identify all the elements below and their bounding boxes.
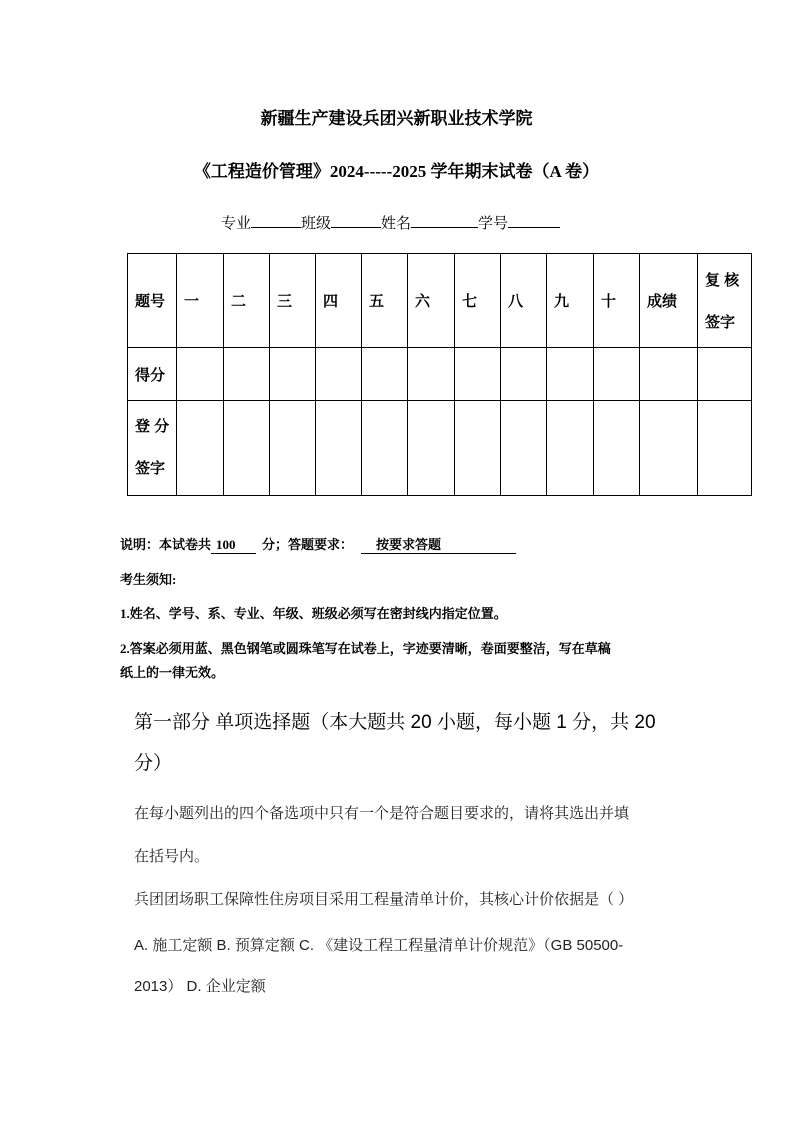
section-intro-line1: 在每小题列出的四个备选项中只有一个是符合题目要求的，请将其选出并填 bbox=[134, 805, 630, 822]
score-row bbox=[128, 348, 752, 401]
major-label: 专业 bbox=[221, 215, 252, 232]
section-title-line2: 分） bbox=[134, 753, 173, 774]
name-field[interactable] bbox=[411, 213, 478, 228]
section-intro-line2: 在括号内。 bbox=[134, 848, 210, 865]
sign-cell-5[interactable] bbox=[362, 401, 408, 496]
answer-requirement-value: 按要求答题 bbox=[361, 534, 516, 554]
student-info-line bbox=[221, 212, 560, 233]
score-cell-9[interactable] bbox=[547, 348, 594, 401]
description-mid: 分；答题要求： bbox=[262, 537, 354, 552]
col-header-review-sign bbox=[698, 254, 752, 348]
sign-cell-9[interactable] bbox=[547, 401, 594, 496]
sign-cell-1[interactable] bbox=[177, 401, 224, 496]
score-cell-3[interactable] bbox=[270, 348, 316, 401]
score-cell-total[interactable] bbox=[640, 348, 698, 401]
col-header-1: 一 bbox=[177, 254, 224, 348]
signature-row bbox=[128, 401, 752, 496]
sign-cell-4[interactable] bbox=[316, 401, 362, 496]
sign-cell-6[interactable] bbox=[408, 401, 455, 496]
question-1-options-line1: A. 施工定额 B. 预算定额 C. 《建设工程工程量清单计价规范》（GB 50500- bbox=[134, 937, 624, 954]
institution-title: 新疆生产建设兵团兴新职业技术学院 bbox=[260, 109, 533, 128]
description-prefix: 说明：本试卷共 bbox=[120, 537, 212, 552]
col-header-5: 五 bbox=[362, 254, 408, 348]
name-label: 姓名 bbox=[381, 215, 412, 232]
major-field[interactable] bbox=[251, 213, 301, 228]
student-id-label: 学号 bbox=[478, 215, 509, 232]
class-field[interactable] bbox=[331, 213, 381, 228]
score-cell-8[interactable] bbox=[501, 348, 547, 401]
signature-header-line2: 签字 bbox=[135, 460, 166, 477]
col-header-total: 成绩 bbox=[640, 254, 698, 348]
score-table bbox=[127, 253, 752, 496]
col-header-9: 九 bbox=[547, 254, 594, 348]
score-cell-6[interactable] bbox=[408, 348, 455, 401]
student-id-field[interactable] bbox=[508, 213, 560, 228]
question-1-options-line2: 2013） D. 企业定额 bbox=[134, 978, 266, 995]
score-cell-review[interactable] bbox=[698, 348, 752, 401]
col-header-3: 三 bbox=[270, 254, 316, 348]
score-cell-4[interactable] bbox=[316, 348, 362, 401]
row-header-score: 得分 bbox=[128, 348, 177, 401]
notice-item-2-line2: 纸上的一律无效。 bbox=[120, 665, 225, 680]
col-header-8: 八 bbox=[501, 254, 547, 348]
score-cell-10[interactable] bbox=[594, 348, 640, 401]
exam-title: 《工程造价管理》2024-----2025 学年期末试卷（A 卷） bbox=[193, 162, 600, 181]
col-header-6: 六 bbox=[408, 254, 455, 348]
sign-cell-total[interactable] bbox=[640, 401, 698, 496]
signature-header-line1: 登 分 bbox=[135, 418, 170, 435]
col-header-4: 四 bbox=[316, 254, 362, 348]
review-sign-line1: 复 核 bbox=[705, 272, 740, 289]
question-1-stem: 兵团团场职工保障性住房项目采用工程量清单计价，其核心计价依据是（ ） bbox=[134, 891, 634, 908]
sign-cell-review[interactable] bbox=[698, 401, 752, 496]
total-score-value: 100 bbox=[211, 537, 256, 554]
notice-title: 考生须知: bbox=[120, 572, 177, 587]
col-header-7: 七 bbox=[455, 254, 501, 348]
score-cell-1[interactable] bbox=[177, 348, 224, 401]
class-label: 班级 bbox=[301, 215, 332, 232]
sign-cell-10[interactable] bbox=[594, 401, 640, 496]
score-cell-7[interactable] bbox=[455, 348, 501, 401]
col-header-2: 二 bbox=[224, 254, 270, 348]
exam-description bbox=[120, 534, 516, 554]
section-title-line1: 第一部分 单项选择题（本大题共 20 小题，每小题 1 分，共 20 bbox=[134, 712, 656, 733]
col-header-10: 十 bbox=[594, 254, 640, 348]
sign-cell-7[interactable] bbox=[455, 401, 501, 496]
review-sign-line2: 签字 bbox=[705, 314, 736, 331]
row-header-signature bbox=[128, 401, 177, 496]
notice-item-1: 1.姓名、学号、系、专业、年级、班级必须写在密封线内指定位置。 bbox=[120, 606, 507, 621]
row-header-question-number: 题号 bbox=[128, 254, 177, 348]
question-number-row bbox=[128, 254, 752, 348]
score-cell-2[interactable] bbox=[224, 348, 270, 401]
sign-cell-3[interactable] bbox=[270, 401, 316, 496]
score-cell-5[interactable] bbox=[362, 348, 408, 401]
notice-item-2-line1: 2.答案必须用蓝、黑色钢笔或圆珠笔写在试卷上，字迹要清晰，卷面要整洁，写在草稿 bbox=[120, 641, 611, 656]
sign-cell-8[interactable] bbox=[501, 401, 547, 496]
sign-cell-2[interactable] bbox=[224, 401, 270, 496]
